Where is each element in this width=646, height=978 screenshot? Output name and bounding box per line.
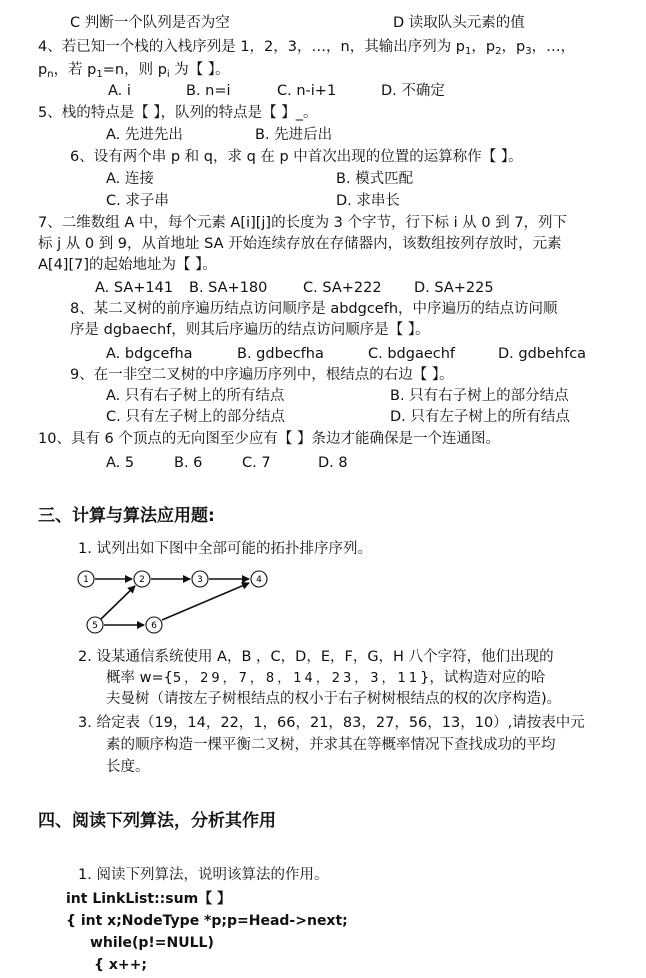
q6-option-a: A. 连接 [106,171,154,187]
svg-text:5: 5 [92,621,98,631]
edge-5-2 [101,586,135,619]
code-line-4: { x++; [94,957,147,973]
code-line-3: while(p!=NULL) [90,935,214,951]
q7-option-c: C. SA+222 [303,280,382,296]
q8-option-b: B. gdbecfha [237,346,324,362]
s4-problem-1: 1. 阅读下列算法，说明该算法的作用。 [78,867,329,883]
s3-problem-2-line-3: 夫曼树（请按左子树根结点的权小于右子树树根结点的权的次序构造)。 [106,691,562,707]
q5-option-a: A. 先进先出 [106,127,183,143]
code-line-2: { int x;NodeType *p;p=Head->next; [66,913,348,929]
question-7-line-1: 7、二维数组 A 中，每个元素 A[i][j]的长度为 3 个字节，行下标 i 从 0 到 7，列下 [38,215,568,231]
q9-option-d: D. 只有左子树上的所有结点 [390,409,570,425]
question-5: 5、栈的特点是【 】，队列的特点是【 】_。 [38,105,318,121]
edge-6-4 [162,583,249,620]
question-8-line-1: 8、某二叉树的前序遍历结点访问顺序是 abdgcefh，中序遍历的结点访问顺 [70,301,558,317]
q7-option-a: A. SA+141 [95,280,174,296]
q10-option-d: D. 8 [318,455,348,471]
graph-node-4 [251,571,267,587]
q8-option-c: C. bdgaechf [368,346,456,362]
question-7-line-3: A[4][7]的起始地址为【 】。 [38,257,217,273]
question-10: 10、具有 6 个顶点的无向图至少应有【 】条边才能确保是一个连通图。 [38,431,501,447]
s3-problem-3-line-3: 长度。 [106,759,150,775]
q8-option-a: A. bdgcefha [106,346,193,362]
q4-option-b: B. n=i [186,83,231,99]
option-c-text: C 判断一个队列是否为空 [70,15,230,31]
s3-problem-2-line-2: 概率 w={5，29，7，8，14，23，3，11}，试构造对应的哈 [106,670,546,686]
q4-option-a: A. i [108,83,131,99]
s3-problem-1: 1. 试列出如下图中全部可能的拓扑排序序列。 [78,541,372,557]
question-7-line-2: 标 j 从 0 到 9，从首地址 SA 开始连续存放在存储器内，该数组按列存放时，元素 [38,236,562,252]
s3-problem-2-line-1: 2. 设某通信系统使用 A，B ，C，D，E，F，G，H 八个字符，他们出现的 [78,649,554,665]
graph-node-1 [78,571,94,587]
question-6: 6、设有两个串 p 和 q，求 q 在 p 中首次出现的位置的运算称作【 】。 [70,149,523,165]
q10-option-b: B. 6 [174,455,203,471]
graph-node-6 [146,617,162,633]
section-4-title: 四、阅读下列算法，分析其作用 [38,811,276,831]
question-9: 9、在一非空二叉树的中序遍历序列中，根结点的右边【 】。 [70,367,454,383]
svg-text:4: 4 [256,575,262,585]
svg-text:2: 2 [139,575,145,585]
graph-node-3 [192,571,208,587]
question-4-line-1: 4、若已知一个栈的入栈序列是 1，2，3，…，n，其输出序列为 $p_1$，$p_2$，$p_3$，…， [38,39,576,57]
q4-option-d: D. 不确定 [381,83,445,99]
q8-option-d: D. gdbehfca [498,346,587,362]
s3-problem-3-line-1: 3. 给定表（19，14，22，1，66，21，83，27，56，13，10）,请按表中元 [78,715,585,731]
code-line-1: int LinkList::sum【 】 [66,891,232,907]
q6-option-c: C. 求子串 [106,193,169,209]
q7-option-d: D. SA+225 [414,280,494,296]
q4-option-c: C. n-i+1 [277,83,337,99]
question-8-line-2: 序是 dgbaechf，则其后序遍历的结点访问顺序是【 】。 [70,322,430,338]
graph-node-5 [87,617,103,633]
option-d-text: D 读取队头元素的值 [393,15,525,31]
svg-text:1: 1 [83,575,89,585]
q10-option-c: C. 7 [242,455,271,471]
q10-option-a: A. 5 [106,455,135,471]
q6-option-b: B. 模式匹配 [336,171,414,187]
q9-option-b: B. 只有右子树上的部分结点 [390,388,569,404]
svg-text:6: 6 [151,621,157,631]
question-4-line-2: $p_n$，若 $p_1=n$，则 $p_i$ 为【 】。 [38,62,230,80]
graph-node-2 [134,571,150,587]
q7-option-b: B. SA+180 [189,280,268,296]
topology-graph [70,564,280,636]
q9-option-c: C. 只有左子树上的部分结点 [106,409,285,425]
q5-option-b: B. 先进后出 [255,127,333,143]
s3-problem-3-line-2: 素的顺序构造一棵平衡二叉树，并求其在等概率情况下查找成功的平均 [106,737,556,753]
q6-option-d: D. 求串长 [336,193,400,209]
section-3-title: 三、计算与算法应用题: [38,506,215,526]
svg-text:3: 3 [197,575,203,585]
q9-option-a: A. 只有右子树上的所有结点 [106,388,285,404]
